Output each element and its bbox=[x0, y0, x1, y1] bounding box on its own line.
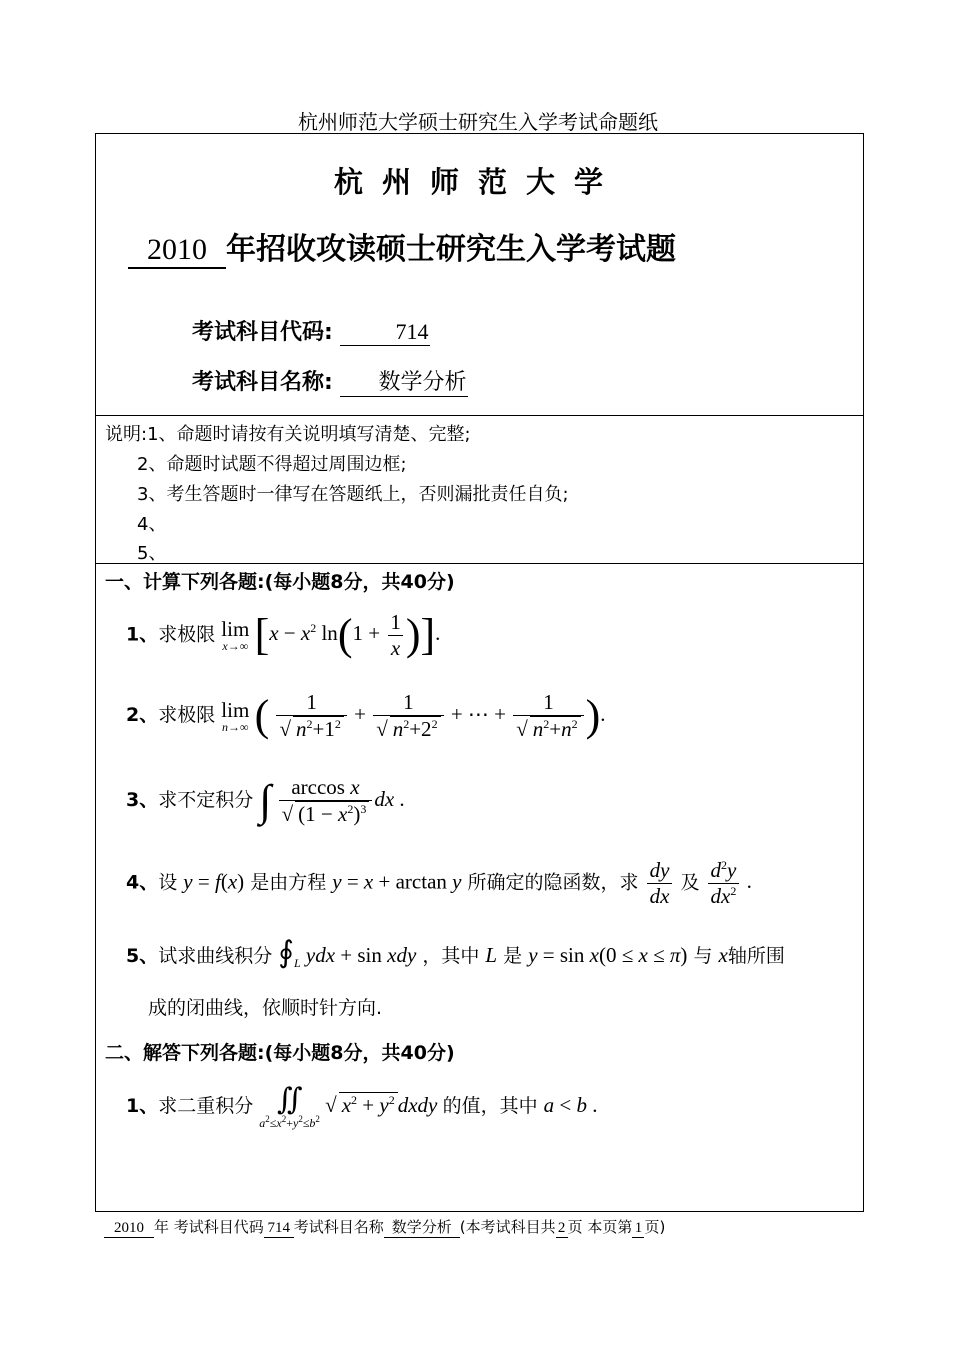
note-2: 2、命题时试题不得超过周围边框; bbox=[137, 454, 407, 475]
exam-title bbox=[128, 224, 676, 269]
question-number: 2、 bbox=[126, 703, 159, 726]
question-1-3 bbox=[126, 775, 405, 827]
question-1-4: 4、设 y = f(x) 是由方程 y = x + arctan y 所确定的隐函数，求 $\frac{dy}{dx}$ 及 $\frac{d^2y}{dx^2}$ . bbox=[126, 858, 752, 908]
question-text: 求二重积分 bbox=[158, 1094, 254, 1117]
footer-text: 考试科目名称 bbox=[293, 1218, 384, 1236]
question-text: 是 bbox=[503, 945, 523, 967]
question-text: 求极限 bbox=[158, 703, 216, 726]
note-3: 3、考生答题时一律写在答题纸上，否则漏批责任自负; bbox=[137, 484, 569, 505]
question-text: 试求曲线积分 bbox=[158, 945, 273, 967]
question-text: 的值，其中 bbox=[442, 1094, 538, 1117]
limit-expression-1: lim x→∞ [$x - x^2$ ln(1 + $\frac{1}{x}$ )]. bbox=[221, 610, 441, 660]
footer-subject: 数学分析 bbox=[384, 1216, 460, 1238]
footer-year: 2010 bbox=[104, 1220, 154, 1238]
page-header: 杭州师范大学硕士研究生入学考试命题纸 bbox=[298, 110, 658, 134]
section-1-heading: 一、计算下列各题:(每小题8分，共40分) bbox=[105, 571, 455, 593]
question-number: 4、 bbox=[126, 871, 159, 894]
limit-expression-2: lim n→∞ ( $\frac{1}{√ n^2+1^2}$ + $\frac{1}{√ n^2+2^2}$ + ⋯ + $\frac{1}{√ n^2+n^2}$ ). bbox=[221, 690, 606, 741]
question-text: 是由方程 bbox=[250, 871, 327, 894]
question-text: 求极限 bbox=[158, 623, 216, 646]
question-2-1: 1、求二重积分 ∬ $a^2\le x^2+y^2\le b^2$ √ $x^2 + y^2$ dxdy 的值，其中 a < b . bbox=[126, 1083, 598, 1130]
footer-text: 年 考试科目代码 bbox=[154, 1218, 264, 1236]
question-number: 1、 bbox=[126, 623, 159, 646]
footer-text: (本考试科目共 bbox=[459, 1218, 556, 1236]
question-text: 与 bbox=[693, 945, 713, 967]
note-1: 说明:1、命题时请按有关说明填写清楚、完整; bbox=[105, 424, 471, 445]
divider-questions bbox=[95, 563, 864, 564]
footer-code: 714 bbox=[264, 1220, 294, 1238]
subject-code-row bbox=[192, 315, 430, 346]
question-text: ，其中 bbox=[422, 945, 480, 967]
section-2-heading: 二、解答下列各题:(每小题8分，共40分) bbox=[105, 1042, 455, 1064]
divider-notes bbox=[95, 415, 864, 416]
question-text: 所确定的隐函数，求 bbox=[467, 871, 639, 894]
question-1-5-line2: 成的闭曲线，依顺时针方向. bbox=[148, 997, 383, 1019]
exam-year: 2010 bbox=[128, 233, 226, 269]
footer-page-number: 1 bbox=[632, 1220, 644, 1238]
question-text: 求不定积分 bbox=[158, 788, 254, 811]
subject-name-row bbox=[192, 365, 468, 397]
question-text: 及 bbox=[680, 871, 700, 894]
question-number: 5、 bbox=[126, 945, 159, 967]
question-1-2 bbox=[126, 690, 606, 742]
question-1-5: 5、试求曲线积分 $∮_L$ ydx + sin xdy ，其中 L 是 y = sin x(0 ≤ x ≤ π) 与 x轴所围 bbox=[126, 936, 785, 971]
footer-total-pages: 2 bbox=[556, 1220, 568, 1238]
university-name: 杭州师范大学 bbox=[333, 165, 622, 199]
note-5: 5、 bbox=[137, 543, 167, 564]
subject-name: 数学分析 bbox=[340, 365, 468, 397]
subject-code: 714 bbox=[340, 319, 430, 346]
subject-code-label: 考试科目代码: bbox=[192, 320, 333, 345]
footer-text: 页) bbox=[644, 1218, 666, 1236]
note-4: 4、 bbox=[137, 514, 167, 535]
exam-title-text: 年招收攻读硕士研究生入学考试题 bbox=[226, 232, 676, 267]
question-number: 1、 bbox=[126, 1094, 159, 1117]
question-text: 轴所围 bbox=[727, 945, 785, 967]
subject-name-label: 考试科目名称: bbox=[192, 370, 333, 395]
question-text: 设 bbox=[158, 871, 178, 894]
footer-text: 页 本页第 bbox=[567, 1218, 633, 1236]
integral-expression-3: ∫ $\frac{\text{arccos x}}{√ (1 - x^2)^3}$ dx . bbox=[259, 775, 405, 826]
question-number: 3、 bbox=[126, 788, 159, 811]
double-integral: ∬ $a^2\le x^2+y^2\le b^2$ √ $x^2 + y^2$ dxdy bbox=[259, 1083, 438, 1130]
page-footer bbox=[104, 1216, 665, 1238]
question-1-1 bbox=[126, 610, 440, 661]
